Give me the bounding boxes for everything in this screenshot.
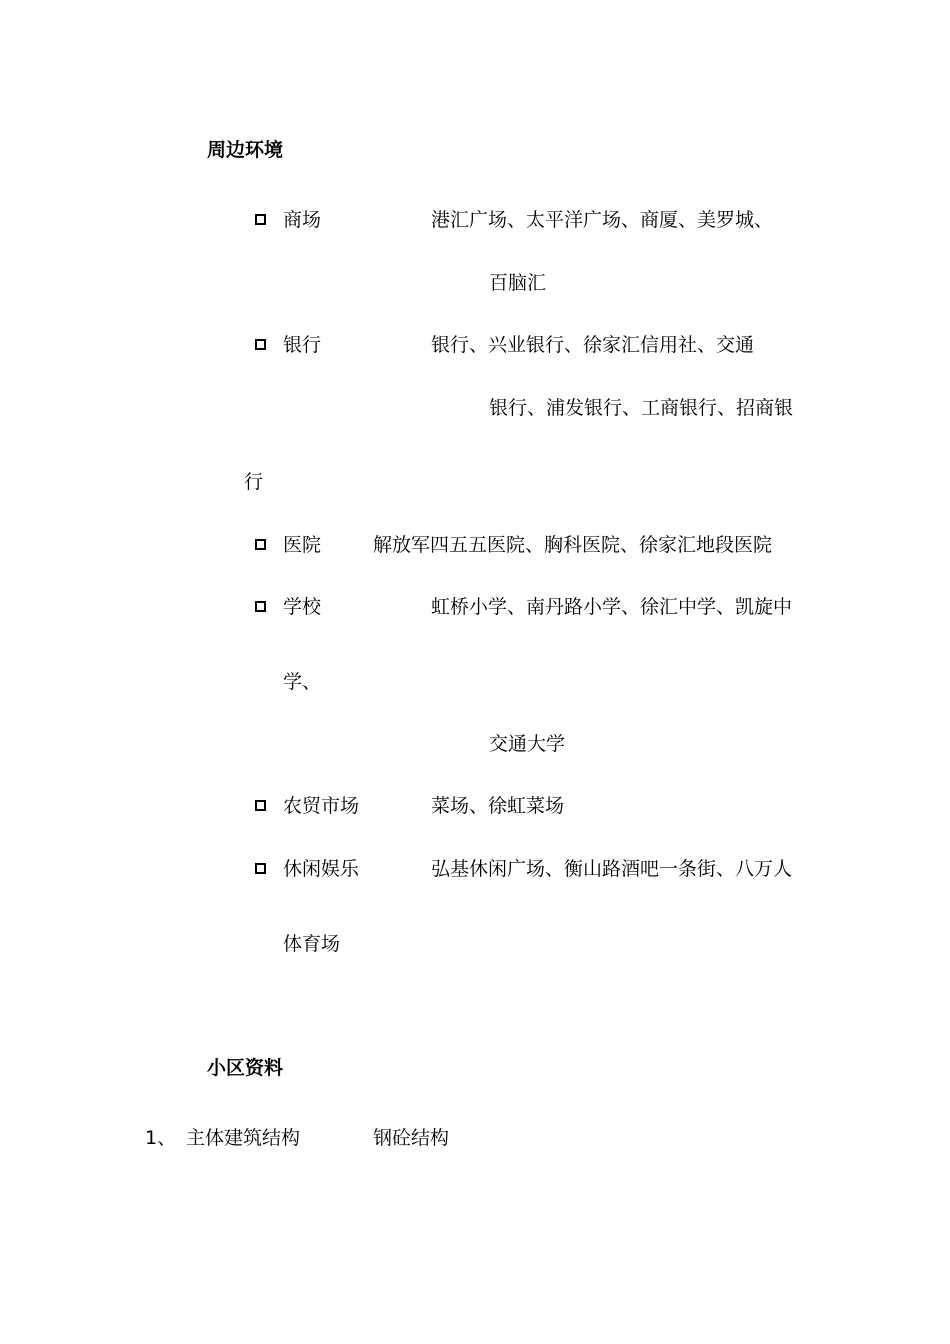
- item-value-line: 学、: [283, 671, 322, 693]
- list-item-value: 钢砼结构: [373, 1127, 450, 1149]
- item-value-line: 百脑汇: [489, 272, 547, 294]
- list-item-label: 主体建筑结构: [186, 1127, 301, 1149]
- item-value-line: 弘基休闲广场、衡山路酒吧一条街、八万人: [431, 858, 793, 880]
- item-label-market: 农贸市场: [283, 795, 360, 817]
- checkbox-icon: [255, 214, 266, 225]
- item-value-line: 菜场、徐虹菜场: [431, 795, 565, 817]
- item-label-school: 学校: [283, 596, 322, 618]
- section-heading-community-info: 小区资料: [207, 1057, 284, 1079]
- checkbox-icon: [255, 601, 266, 612]
- item-label-mall: 商场: [283, 209, 322, 231]
- item-label-bank: 银行: [283, 334, 322, 356]
- item-label-leisure: 休闲娱乐: [283, 858, 360, 880]
- item-value-line: 解放军四五五医院、胸科医院、徐家汇地段医院: [373, 534, 773, 556]
- item-value-line: 交通大学: [489, 733, 566, 755]
- item-value-line: 银行、兴业银行、徐家汇信用社、交通: [431, 334, 755, 356]
- section-heading-surroundings: 周边环境: [207, 139, 284, 161]
- item-value-line: 体育场: [283, 933, 341, 955]
- item-label-hospital: 医院: [283, 534, 322, 556]
- list-item-number: 1、: [145, 1127, 177, 1149]
- checkbox-icon: [255, 863, 266, 874]
- item-value-line: 港汇广场、太平洋广场、商厦、美罗城、: [431, 209, 774, 231]
- checkbox-icon: [255, 339, 266, 350]
- checkbox-icon: [255, 800, 266, 811]
- item-value-line: 银行、浦发银行、工商银行、招商银: [489, 397, 794, 419]
- item-value-line: 行: [244, 471, 264, 493]
- item-value-line: 虹桥小学、南丹路小学、徐汇中学、凯旋中: [431, 596, 793, 618]
- checkbox-icon: [255, 539, 266, 550]
